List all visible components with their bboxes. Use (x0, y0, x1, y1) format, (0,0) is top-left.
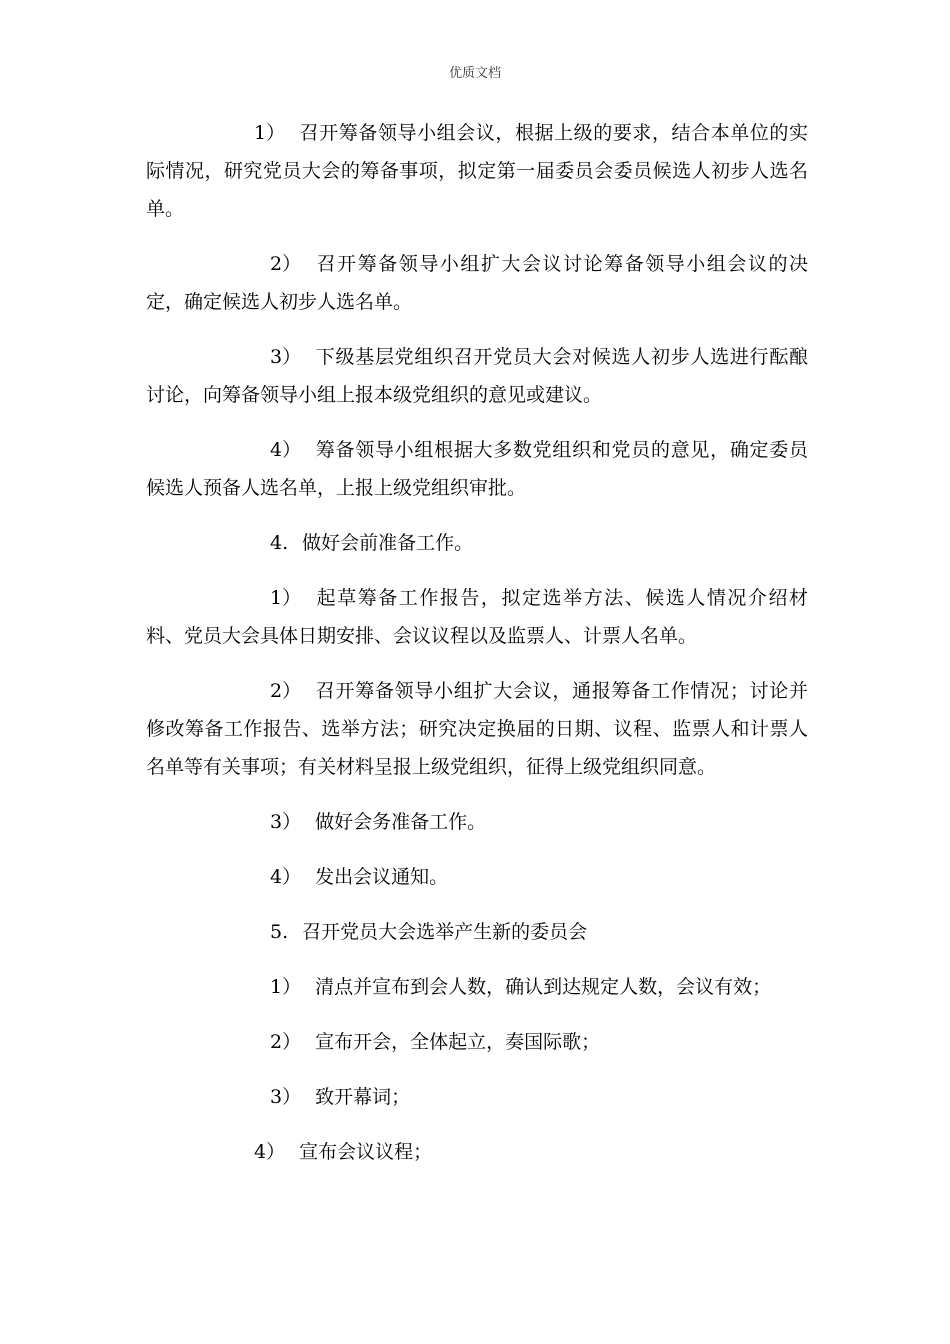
paragraph-step-4 (146, 431, 808, 507)
paragraph-text: 宣布开会，全体起立，奏国际歌； (315, 1031, 601, 1053)
section-title: 召开党员大会选举产生新的委员会 (302, 921, 588, 943)
paragraph-number: 4） (270, 439, 302, 461)
paragraph-number: 3） (270, 1086, 302, 1108)
paragraph-number: 1） (270, 587, 302, 609)
paragraph-text: 宣布会议议程； (299, 1141, 433, 1163)
paragraph-step-3 (146, 338, 808, 414)
paragraph-number: 1） (254, 122, 286, 144)
paragraph-meeting-2 (146, 1023, 808, 1061)
page-header: 优质文档 (448, 66, 501, 81)
paragraph-number: 1） (270, 976, 302, 998)
paragraph-text: 清点并宣布到会人数，确认到达规定人数，会议有效； (315, 976, 772, 998)
paragraph-prep-1 (146, 579, 808, 655)
paragraph-prep-2 (146, 672, 808, 786)
paragraph-text: 召开筹备领导小组扩大会议讨论筹备领导小组会议的决定，确定候选人初步人选名单。 (146, 253, 808, 313)
paragraph-text: 致开幕词； (315, 1086, 411, 1108)
paragraph-text: 下级基层党组织召开党员大会对候选人初步人选进行酝酿讨论，向筹备领导小组上报本级党组织的意见或建议。 (146, 346, 808, 406)
paragraph-number: 4） (270, 866, 302, 888)
paragraph-meeting-3 (146, 1078, 808, 1116)
paragraph-text: 召开筹备领导小组扩大会议，通报筹备工作情况；讨论并修改筹备工作报告、选举方法；研究决定换届的日期、议程、监票人和计票人名单等有关事项；有关材料呈报上级党组织，征得上级党组织同意。 (146, 680, 808, 778)
paragraph-prep-4 (146, 858, 808, 896)
paragraph-text: 召开筹备领导小组会议，根据上级的要求，结合本单位的实际情况，研究党员大会的筹备事项，拟定第一届委员会委员候选人初步人选名单。 (146, 122, 808, 220)
paragraph-number: 3） (270, 346, 302, 368)
document-body (146, 114, 808, 1188)
section-heading-4 (146, 524, 808, 562)
paragraph-number: 2） (270, 253, 302, 275)
paragraph-step-1 (146, 114, 808, 228)
paragraph-prep-3 (146, 803, 808, 841)
section-number: 4. (270, 532, 289, 554)
paragraph-number: 4） (254, 1141, 286, 1163)
section-heading-5 (146, 913, 808, 951)
paragraph-number: 2） (270, 680, 302, 702)
paragraph-text: 发出会议通知。 (315, 866, 449, 888)
paragraph-meeting-4 (146, 1133, 808, 1171)
paragraph-number: 3） (270, 811, 302, 833)
paragraph-step-2 (146, 245, 808, 321)
section-number: 5. (270, 921, 289, 943)
section-title: 做好会前准备工作。 (302, 532, 474, 554)
paragraph-meeting-1 (146, 968, 808, 1006)
paragraph-text: 筹备领导小组根据大多数党组织和党员的意见，确定委员候选人预备人选名单，上报上级党组织审批。 (146, 439, 808, 499)
paragraph-text: 做好会务准备工作。 (315, 811, 487, 833)
paragraph-number: 2） (270, 1031, 302, 1053)
paragraph-text: 起草筹备工作报告，拟定选举方法、候选人情况介绍材料、党员大会具体日期安排、会议议程以及监票人、计票人名单。 (146, 587, 808, 647)
